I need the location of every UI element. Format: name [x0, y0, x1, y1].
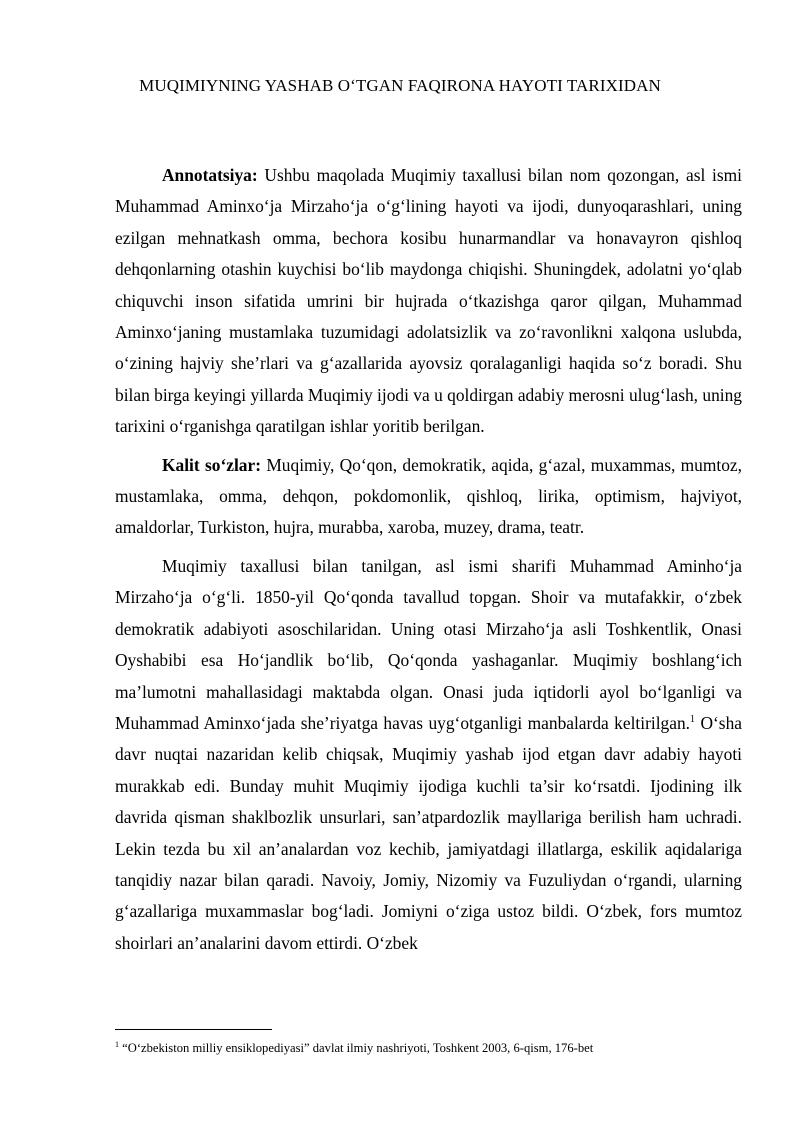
article-body [115, 160, 742, 959]
body-text-part2: O‘sha davr nuqtai nazaridan kelib chiqsak, Muqimiy yashab ijod etgan davr adabiy hayoti murakkab edi. Bunday muhit Muqimiy ijodiga kuchli ta’sir ko‘rsatdi. Ijodining ilk davrida qisman shaklbozlik unsurlari, san’atpardozlik mayllariga berilish ham uchradi. Lekin tezda bu xil an’analardan voz kechib, jamiyatdagi illatlarga, eskilik aqidalariga tanqidiy nazar bilan qaradi. Navoiy, Jomiy, Nizomiy va Fuzuliydan o‘rgandi, ularning g‘azallariga muxammaslar bog‘ladi. Jomiyni o‘ziga ustoz bildi. O‘zbek, fors mumtoz shoirlari an’analarini davom ettirdi. O‘zbek [115, 712, 742, 953]
footnote-separator [115, 1029, 272, 1030]
keywords-paragraph [115, 450, 742, 544]
document-title: MUQIMIYNING YASHAB O‘TGAN FAQIRONA HAYOTI TARIXIDAN [139, 76, 661, 95]
body-text-part1: Muqimiy taxallusi bilan tanilgan, asl ismi sharifi Muhammad Aminho‘ja Mirzaho‘ja o‘g‘li. 1850-yil Qo‘qonda tavallud topgan. Shoir va mutafakkir, o‘zbek demokratik adabiyoti asoschilaridan. Uning otasi Mirzaho‘ja asli Toshkentlik, Onasi Oyshabibi esa Ho‘jandlik bo‘lib, Qo‘qonda yashaganlar. Muqimiy boshlang‘ich ma’lumotni mahallasidagi maktabda olgan. Onasi juda iqtidorli ayol bo‘lganligi va Muhammad Aminxo‘jada she’riyatga havas uyg‘otganligi manbalarda keltirilgan. [115, 555, 742, 733]
annotation-paragraph [115, 160, 742, 443]
annotation-text: Ushbu maqolada Muqimiy taxallusi bilan nom qozongan, asl ismi Muhammad Aminxo‘ja Mirzaho‘ja o‘g‘lining hayoti va ijodi, dunyoqarashlari, uning ezilgan mehnatkash omma, bechora kosibu hunarmandlar va honavayron qishloq dehqonlarning otashin kuychisi bo‘lib maydonga chiqishi. Shuningdek, adolatni yo‘qlab chiquvchi inson sifatida umrini bir hujrada o‘tkazishga qaror qilgan, Muhammad Aminxo‘janing mustamlaka tuzumidagi adolatsizlik va zo‘ravonlikni xalqona uslubda, o‘zining hajviy she’rlari va g‘azallarida ayovsiz qoralaganligi haqida so‘z boradi. Shu bilan birga keyingi yillarda Muqimiy ijodi va u qoldirgan adabiy merosni ulug‘lash, uning tarixini o‘rganishga qaratilgan ishlar yoritib berilgan. [115, 165, 742, 437]
footnote-text: “O‘zbekiston milliy ensiklopediyasi” davlat ilmiy nashriyoti, Toshkent 2003, 6-qism, 176-bet [119, 1041, 594, 1055]
footnote-marker: 1 [115, 1039, 119, 1049]
footnote [115, 1040, 742, 1056]
body-paragraph [115, 551, 742, 959]
keywords-text: Muqimiy, Qo‘qon, demokratik, aqida, g‘azal, muxammas, mumtoz, mustamlaka, omma, dehqon, pokdomonlik, qishloq, lirika, optimism, hajviyot, amaldorlar, Turkiston, hujra, murabba, xaroba, muzey, drama, teatr. [115, 454, 742, 538]
footnote-reference[interactable]: 1 [690, 714, 696, 726]
keywords-label: Kalit so‘zlar: [162, 454, 262, 475]
annotation-label: Annotatsiya: [162, 165, 258, 185]
